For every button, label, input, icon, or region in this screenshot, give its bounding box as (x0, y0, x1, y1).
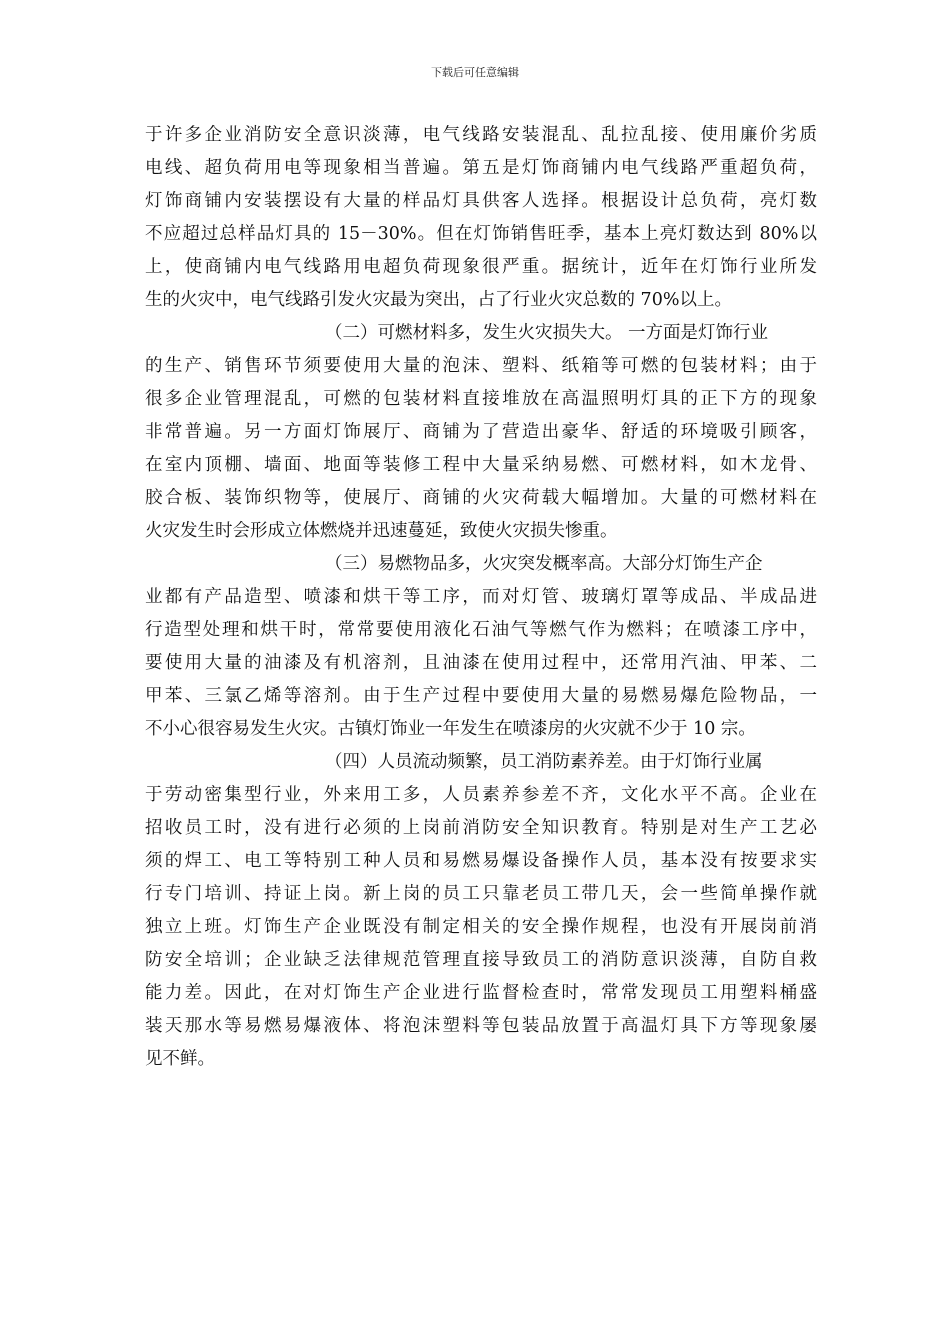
text-line: 电线、超负荷用电等现象相当普遍。第五是灯饰商铺内电气线路严重超负荷， (145, 158, 817, 178)
page-header: 下载后可任意编辑 (431, 66, 519, 79)
text-line: 灯饰商铺内安装摆设有大量的样品灯具供客人选择。根据设计总负荷，亮灯数 (145, 191, 817, 211)
paragraph-heading-line: （四）人员流动频繁，员工消防素养差。由于灯饰行业属 (325, 752, 763, 772)
text-line: 独立上班。灯饰生产企业既没有制定相关的安全操作规程，也没有开展岗前消 (145, 917, 817, 937)
text-line: 业都有产品造型、喷漆和烘干等工序，而对灯管、玻璃灯罩等成品、半成品进 (145, 587, 817, 607)
text-line: 见不鲜。 (145, 1049, 215, 1069)
paragraph-heading-line: （二）可燃材料多，发生火灾损失大。 一方面是灯饰行业 (325, 323, 769, 343)
text-line: 甲苯、三氯乙烯等溶剂。由于生产过程中要使用大量的易燃易爆危险物品，一 (145, 686, 817, 706)
text-line: 须的焊工、电工等特别工种人员和易燃易爆设备操作人员，基本没有按要求实 (145, 851, 817, 871)
text-line: 很多企业管理混乱，可燃的包装材料直接堆放在高温照明灯具的正下方的现象 (145, 389, 817, 409)
text-line: 不小心很容易发生火灾。古镇灯饰业一年发生在喷漆房的火灾就不少于 10 宗。 (145, 719, 756, 739)
text-line: 非常普遍。另一方面灯饰展厅、商铺为了营造出豪华、舒适的环境吸引顾客， (145, 422, 817, 442)
text-line: 火灾发生时会形成立体燃烧并迅速蔓延，致使火灾损失惨重。 (145, 521, 618, 541)
text-line: 防安全培训；企业缺乏法律规范管理直接导致员工的消防意识淡薄，自防自救 (145, 950, 817, 970)
text-line: 装天那水等易燃易爆液体、将泡沫塑料等包装品放置于高温灯具下方等现象屡 (145, 1016, 817, 1036)
text-line: 上，使商铺内电气线路用电超负荷现象很严重。据统计，近年在灯饰行业所发 (145, 257, 817, 277)
text-line: 不应超过总样品灯具的 15－30%。但在灯饰销售旺季，基本上亮灯数达到 80%以 (145, 224, 817, 244)
text-line: 胶合板、装饰织物等，使展厅、商铺的火灾荷载大幅增加。大量的可燃材料在 (145, 488, 817, 508)
text-line: 能力差。因此，在对灯饰生产企业进行监督检查时，常常发现员工用塑料桶盛 (145, 983, 817, 1003)
text-line: 的生产、销售环节须要使用大量的泡沫、塑料、纸箱等可燃的包装材料；由于 (145, 356, 817, 376)
text-line: 于许多企业消防安全意识淡薄，电气线路安装混乱、乱拉乱接、使用廉价劣质 (145, 125, 817, 145)
text-line: 生的火灾中，电气线路引发火灾最为突出，占了行业火灾总数的 70%以上。 (145, 290, 732, 310)
document-body (145, 119, 817, 1076)
text-line: 于劳动密集型行业，外来用工多，人员素养参差不齐，文化水平不高。企业在 (145, 785, 817, 805)
text-line: 行造型处理和烘干时，常常要使用液化石油气等燃气作为燃料；在喷漆工序中， (145, 620, 817, 640)
text-line: 行专门培训、持证上岗。新上岗的员工只靠老员工带几天，会一些简单操作就 (145, 884, 817, 904)
text-line: 要使用大量的油漆及有机溶剂，且油漆在使用过程中，还常用汽油、甲苯、二 (145, 653, 817, 673)
text-line: 招收员工时，没有进行必须的上岗前消防安全知识教育。特别是对生产工艺必 (145, 818, 817, 838)
paragraph-heading-line: （三）易燃物品多，火灾突发概率高。大部分灯饰生产企 (325, 554, 763, 574)
text-line: 在室内顶棚、墙面、地面等装修工程中大量采纳易燃、可燃材料，如木龙骨、 (145, 455, 817, 475)
